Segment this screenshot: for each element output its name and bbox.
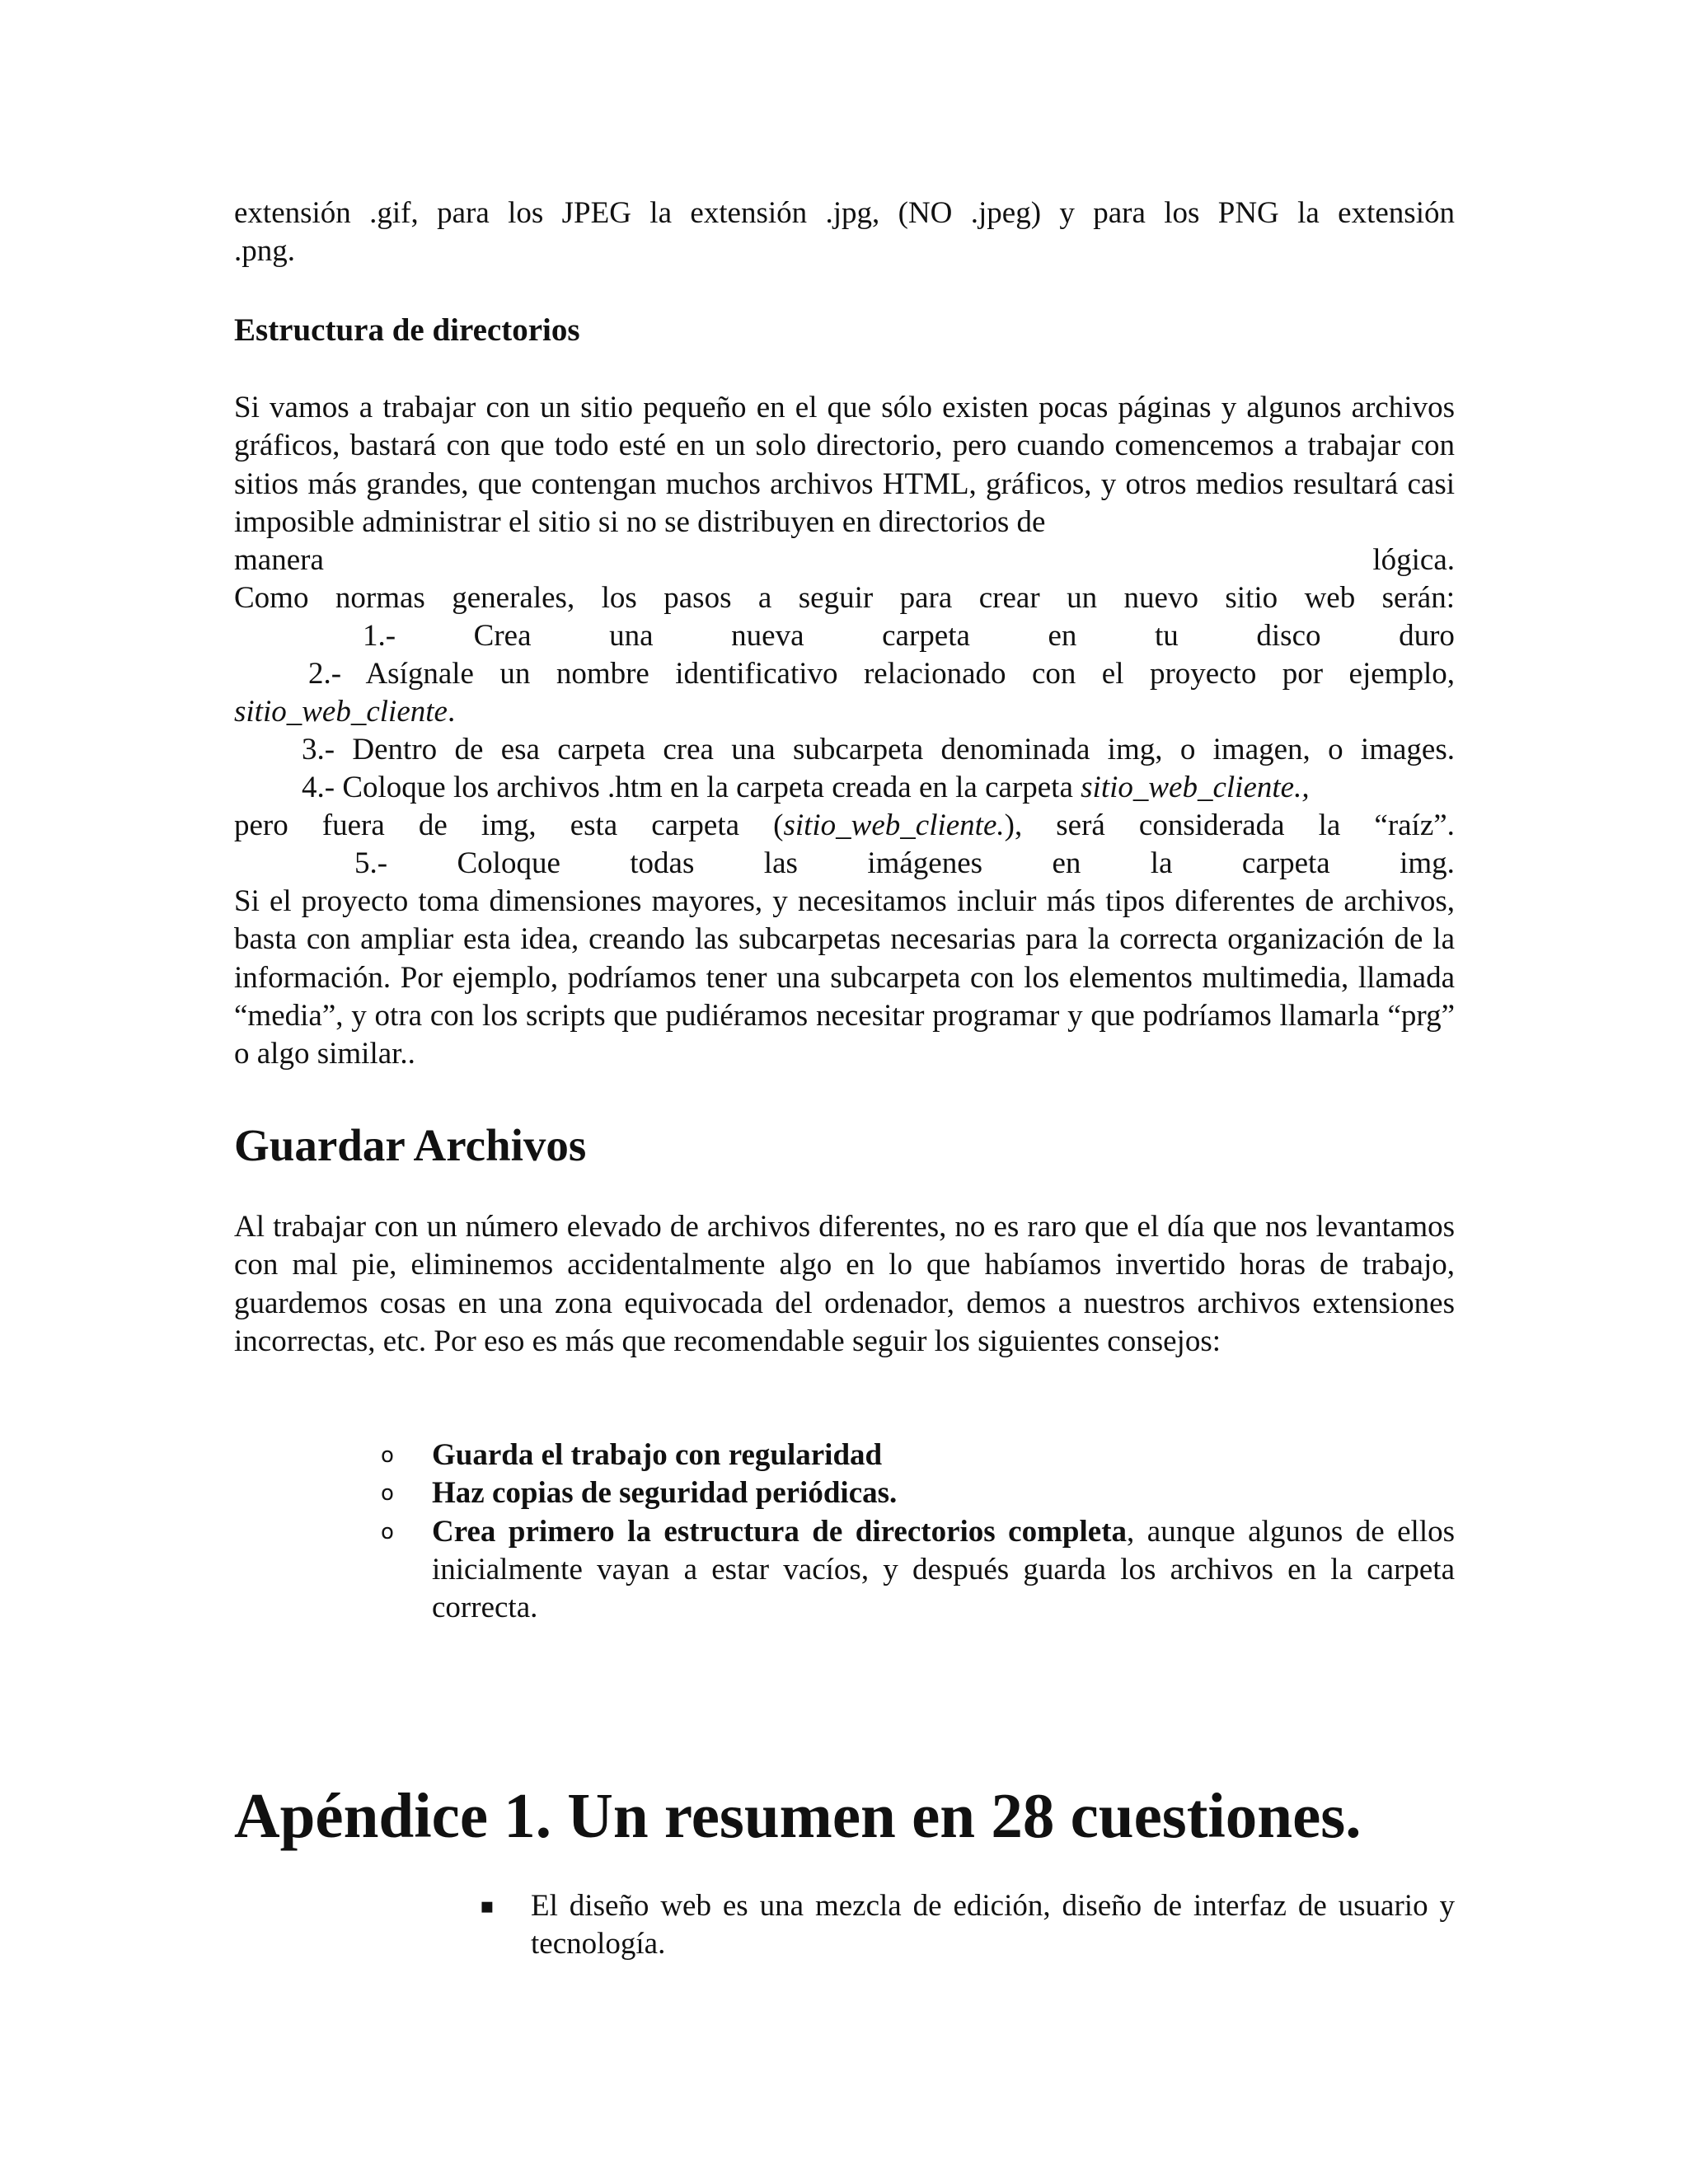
appendix-item-text: El diseño web es una mezcla de edición, diseño de interfaz de usuario y tecnología. (531, 1889, 1455, 1961)
step-1-word: carpeta (882, 619, 970, 653)
step-2-line (308, 655, 1455, 693)
intro-line-1-text: extensión .gif, para los JPEG la extensión .jpg, (NO .jpeg) y para los PNG la extensión (234, 196, 1455, 230)
step-5-word: Coloque (457, 846, 560, 880)
step-4-word: “raíz”. (1374, 808, 1455, 842)
section-heading-save: Guardar Archivos (234, 1120, 587, 1170)
step-1-word: 1.- (363, 619, 396, 653)
step-5-word: la (1150, 846, 1173, 880)
step-2-text: 2.- Asígnale un nombre identificativo relacionado con el proyecto por ejemplo, (308, 657, 1455, 691)
norms-text: Como normas generales, los pasos a seguir para crear un nuevo sitio web serán: (234, 581, 1455, 615)
step-4-paren-group (773, 807, 1022, 845)
list-item (381, 1513, 1455, 1628)
step-5-word: las (763, 846, 798, 880)
paren-close: ), (1004, 808, 1023, 842)
directories-paragraph-2: Si el proyecto toma dimensiones mayores, y necesitamos incluir más tipos diferentes de archivos, basta con ampliar esta idea, creando las subcarpetas necesarias para la correcta organización de la información. Por ejemplo, podríamos tener una subcarpeta con los elementos multimedia, llamada “media”, y otra con los scripts que pudiéramos necesitar programar y que podríamos llamarla “prg” o algo similar.. (234, 884, 1455, 1071)
step-4-word: considerada (1138, 808, 1285, 842)
square-bullet-icon: ▪ (480, 1894, 495, 1919)
paren-open: ( (773, 808, 784, 842)
step-2-end: . (447, 695, 456, 729)
circle-bullet-icon: o (381, 1481, 394, 1507)
last-line-right: lógica. (1372, 543, 1455, 577)
appendix-heading: Apéndice 1. Un resumen en 28 cuestiones. (234, 1780, 1362, 1851)
list-item (480, 1887, 1455, 1964)
step-4-word: de (418, 808, 448, 842)
step-1-word: duro (1399, 619, 1455, 653)
save-paragraph: Al trabajar con un número elevado de archivos diferentes, no es raro que el día que nos levantamos con mal pie, eliminemos accidentalmente algo en lo que habíamos invertido horas de trabajo, guardemos cosas en una zona equivocada del ordenador, demos a nuestros archivos extensiones incorrectas, etc. Por eso es más que recomendable seguir los siguientes consejos: (234, 1210, 1455, 1358)
step-1-word: una (609, 619, 654, 653)
tip-bold: Haz copias de seguridad periódicas. (432, 1476, 898, 1511)
step-5-word: 5.- (354, 846, 388, 880)
tip-bold: Crea primero la estructura de directorios completa (432, 1514, 1128, 1549)
step-4-word: la (1318, 808, 1341, 842)
step-5-word: todas (630, 846, 695, 880)
step-4-folder-name-2: sitio_web_cliente. (783, 808, 1005, 842)
step-5-word: imágenes (867, 846, 983, 880)
intro-paragraph (234, 194, 1455, 271)
norms-line (234, 579, 1455, 617)
tip-bold: Guarda el trabajo con regularidad (432, 1438, 883, 1472)
step-3-line (302, 731, 1455, 769)
step-4-word: fuera (321, 808, 385, 842)
step-4-word: img, (481, 808, 537, 842)
appendix-list (480, 1887, 1455, 1964)
step-1-line (363, 617, 1455, 655)
save-tips-list (381, 1436, 1455, 1627)
step-1-word: Crea (473, 619, 532, 653)
step-4-word: será (1056, 808, 1105, 842)
step-4-continuation (234, 807, 1455, 845)
step-4-line (302, 769, 1455, 807)
step-5-word: en (1052, 846, 1081, 880)
step-4-folder-name: sitio_web_cliente., (1081, 771, 1310, 804)
directories-paragraph-1: Si vamos a trabajar con un sitio pequeño en el que sólo existen pocas páginas y algunos archivos gráficos, bastará con que todo esté en un solo directorio, pero cuando comencemos a trabajar con sitios más grandes, que contengan muchos archivos HTML, gráficos, y otros medios resultará casi imposible administrar el sitio si no se distribuyen en directorios de (234, 391, 1455, 539)
step-4-word: esta (570, 808, 618, 842)
step-3-text: 3.- Dentro de esa carpeta crea una subcarpeta denominada img, o imagen, o images. (302, 733, 1455, 766)
step-4-text: 4.- Coloque los archivos .htm en la carpeta creada en la carpeta (302, 771, 1081, 804)
step-1-word: tu (1155, 619, 1179, 653)
circle-bullet-icon: o (381, 1519, 394, 1544)
tip-rest: , aunque algunos de ellos inicialmente vayan a estar vacíos, y después guarda los archivos en la carpeta correcta. (432, 1514, 1455, 1625)
last-line-left: manera (234, 543, 324, 577)
list-item (381, 1474, 1455, 1512)
list-item (381, 1436, 1455, 1474)
step-4-word: pero (234, 808, 288, 842)
step-5-line (354, 845, 1455, 883)
step-2-folder-name: sitio_web_cliente (234, 695, 448, 729)
step-1-word: disco (1256, 619, 1321, 653)
directories-paragraph-1-last-line (234, 541, 1455, 579)
step-4-word: carpeta (651, 808, 740, 842)
step-5-word: carpeta (1241, 846, 1330, 880)
intro-line-1 (234, 194, 1455, 232)
step-1-word: en (1048, 619, 1077, 653)
step-1-word: nueva (731, 619, 804, 653)
circle-bullet-icon: o (381, 1443, 394, 1468)
intro-line-2: .png. (234, 234, 295, 269)
section-heading-directories: Estructura de directorios (234, 312, 580, 348)
step-5-word: img. (1400, 846, 1455, 880)
step-2-continuation (234, 693, 1455, 731)
